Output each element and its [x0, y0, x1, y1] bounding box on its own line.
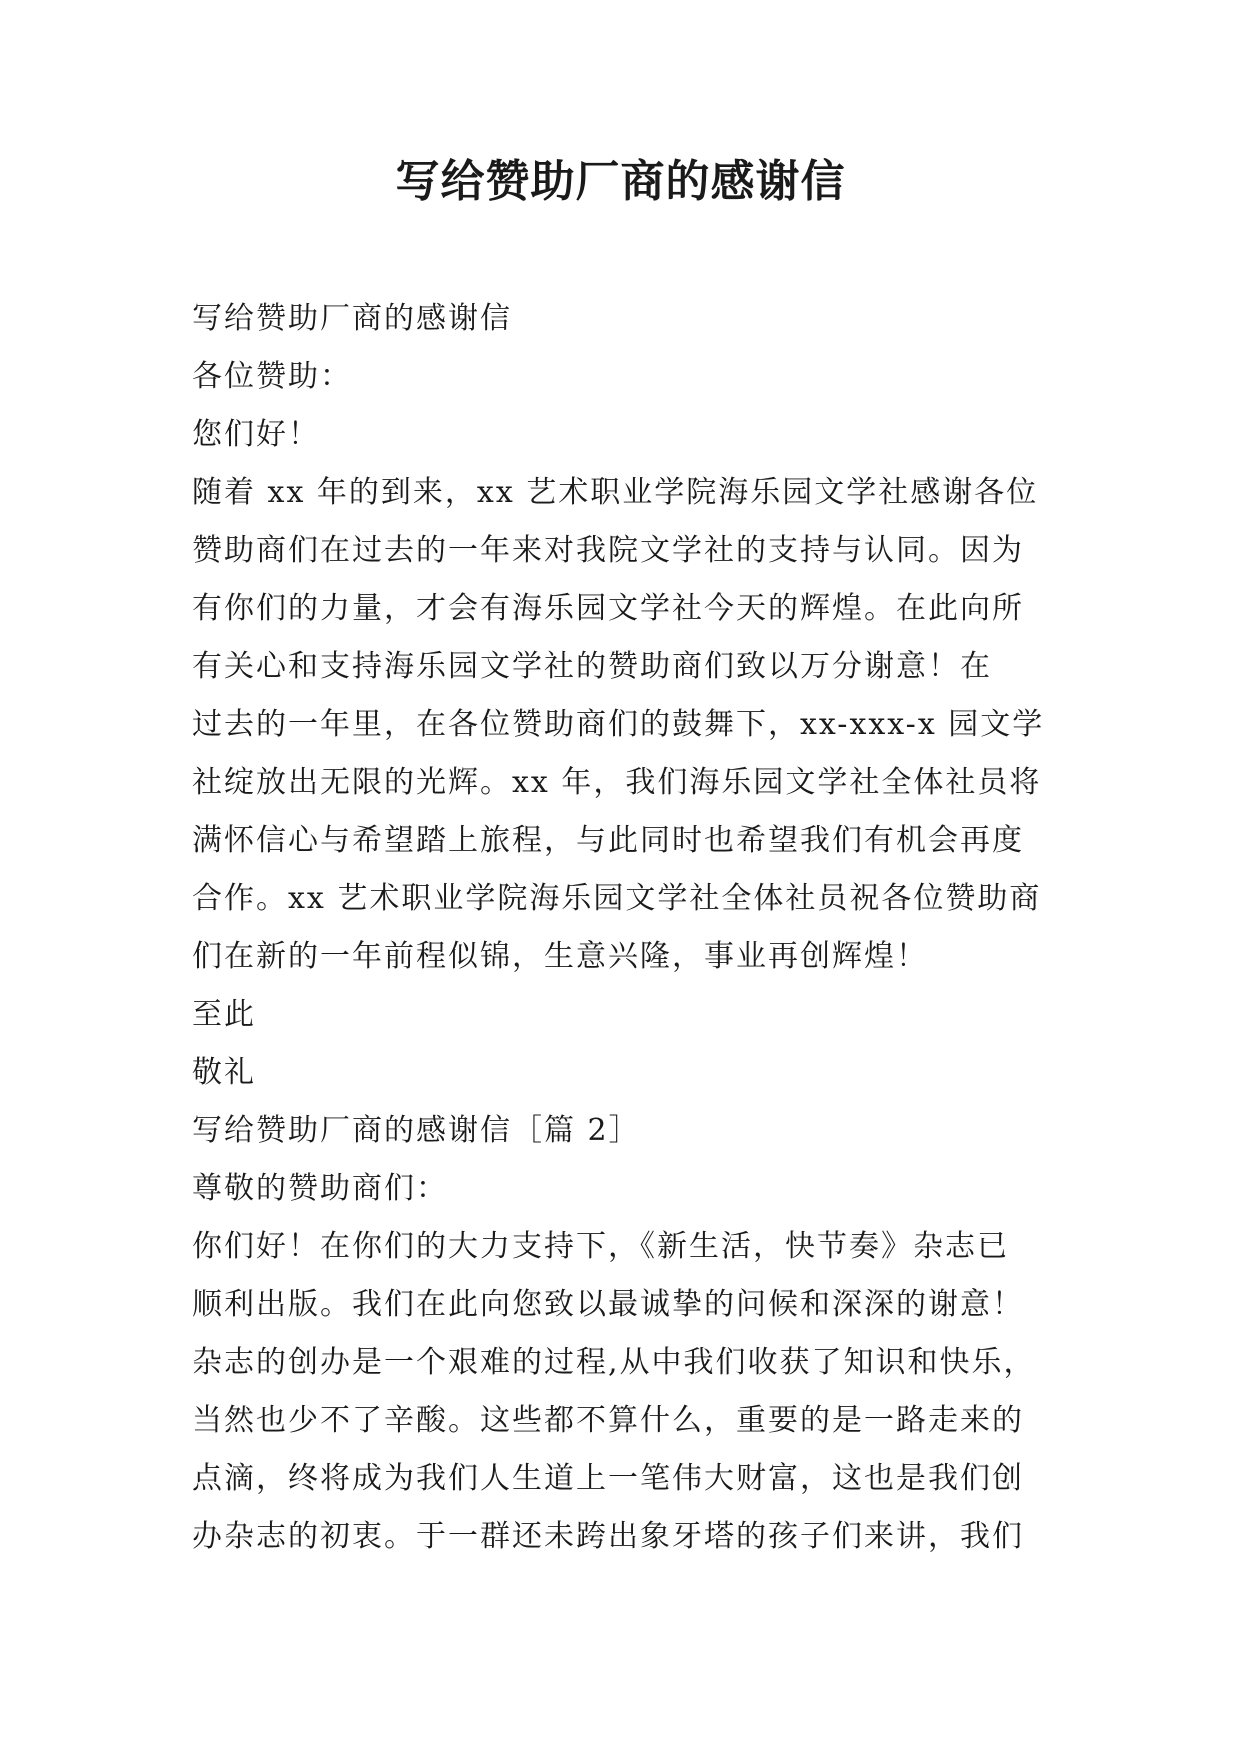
body-line: 过去的一年里，在各位赞助商们的鼓舞下，xx-xxx-x 园文学: [192, 707, 1045, 742]
body-line: 杂志的创办是一个艰难的过程,从中我们收获了知识和快乐，: [192, 1345, 1036, 1380]
body-line: 赞助商们在过去的一年来对我院文学社的支持与认同。因为: [192, 533, 1024, 568]
body-line: 尊敬的赞助商们：: [192, 1171, 448, 1206]
body-line: 至此: [192, 997, 256, 1032]
body-line: 当然也少不了辛酸。这些都不算什么，重要的是一路走来的: [192, 1403, 1024, 1438]
document-body: [192, 290, 1072, 1566]
body-line: 有关心和支持海乐园文学社的赞助商们致以万分谢意！在: [192, 649, 992, 684]
body-line: 们在新的一年前程似锦，生意兴隆，事业再创辉煌！: [192, 939, 928, 974]
body-line: 有你们的力量，才会有海乐园文学社今天的辉煌。在此向所: [192, 591, 1024, 626]
body-line: 随着 xx 年的到来，xx 艺术职业学院海乐园文学社感谢各位: [192, 475, 1039, 510]
body-line: 点滴，终将成为我们人生道上一笔伟大财富，这也是我们创: [192, 1461, 1024, 1496]
body-line: 敬礼: [192, 1055, 256, 1090]
body-line: 社绽放出无限的光辉。xx 年，我们海乐园文学社全体社员将: [192, 765, 1042, 800]
document-title: 写给赞助厂商的感谢信: [395, 156, 846, 207]
body-line: 合作。xx 艺术职业学院海乐园文学社全体社员祝各位赞助商: [192, 881, 1042, 916]
body-line: 顺利出版。我们在此向您致以最诚挚的问候和深深的谢意！: [192, 1287, 1024, 1322]
body-line: 办杂志的初衷。于一群还未跨出象牙塔的孩子们来讲，我们: [192, 1519, 1024, 1554]
body-line: 你们好！在你们的大力支持下，《新生活，快节奏》杂志已: [192, 1229, 1009, 1264]
body-line: 写给赞助厂商的感谢信［篇 2］: [192, 1113, 641, 1148]
body-line: 您们好！: [192, 417, 320, 452]
body-line: 写给赞助厂商的感谢信: [192, 301, 512, 336]
body-line: 各位赞助：: [192, 359, 352, 394]
body-line: 满怀信心与希望踏上旅程，与此同时也希望我们有机会再度: [192, 823, 1024, 858]
